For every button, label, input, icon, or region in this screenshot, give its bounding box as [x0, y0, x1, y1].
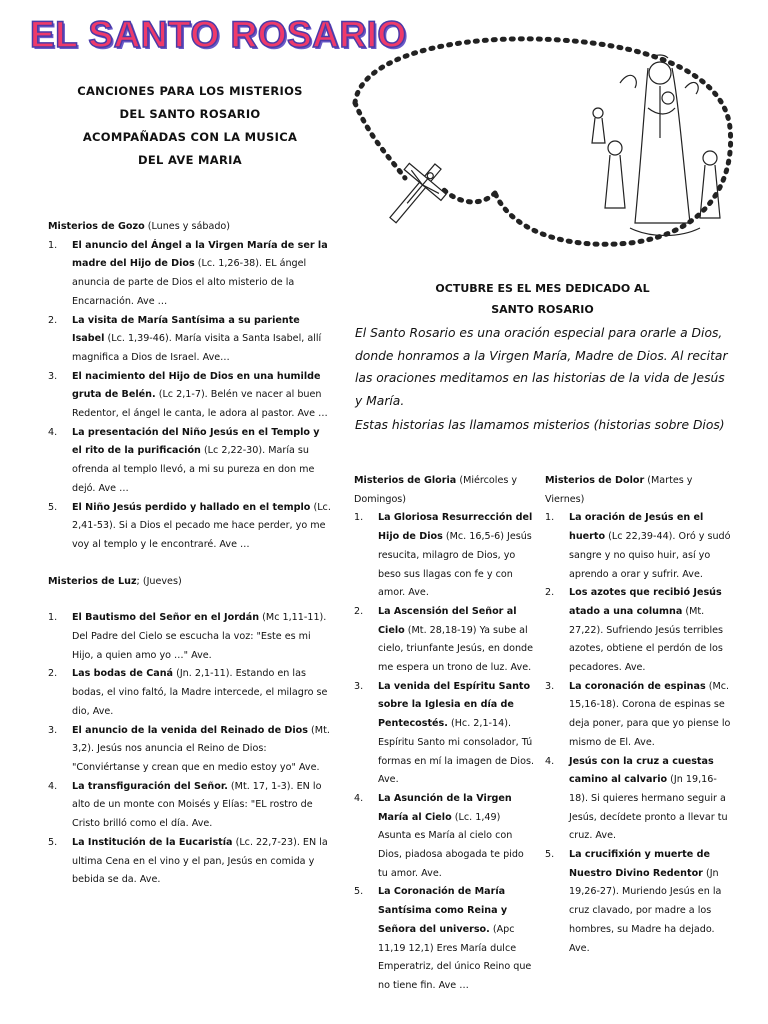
list-item: 4. La Asunción de la Virgen María al Cielo (Lc. 1,49) Asunta es María al cielo con Dios, piadosa abogada te pido tu amor. Ave.	[354, 792, 524, 879]
list-item: 1. El anuncio del Ángel a la Virgen María de ser la madre del Hijo de Dios (Lc. 1,26-38). EL ángel anuncia de parte de Dios el alto misterio de la Encarnación. Ave …	[48, 239, 328, 307]
list-item: 3. El anuncio de la venida del Reinado de Dios (Mt. 3,2). Jesús nos anuncia el Reino de Dios: "Conviértanse y crean que en medio estoy yo" Ave.	[48, 724, 330, 773]
gloria-list	[354, 509, 534, 995]
intro-paragraph: El Santo Rosario es una oración especial para orarle a Dios, donde honramos a la Virgen María, Madre de Dios. Al recitar las oraciones meditamos en las historias de la vida de Jesús y María.	[355, 326, 728, 408]
rosary-beads-icon	[355, 39, 731, 244]
dolor-list	[545, 509, 733, 958]
intro-paragraph: Estas historias las llamamos misterios (historias sobre Dios)	[355, 418, 725, 432]
subtitle-line: DEL AVE MARIA	[138, 153, 242, 167]
section-heading-gozo	[48, 218, 331, 237]
list-item: 5. La Coronación de María Santísima como Reina y Señora del universo. (Apc 11,19 12,1) Eres María dulce Emperatriz, del único Reino que no tiene fin. Ave …	[354, 886, 532, 991]
list-item: 2. Los azotes que recibió Jesús atado a una columna (Mt. 27,22). Sufriendo Jesús terribles azotes, obtiene el perdón de los pecadores. Ave.	[545, 587, 724, 674]
list-item: 2. Las bodas de Caná (Jn. 2,1-11). Estando en las bodas, el vino faltó, la Madre intercede, el milagro se dio, Ave.	[48, 668, 328, 717]
section-name: Misterios de Gloria	[354, 475, 457, 486]
october-heading: SANTO ROSARIO	[491, 303, 594, 316]
list-item: 3. El nacimiento del Hijo de Dios en una humilde gruta de Belén. (Lc 2,1-7). Belén ve nacer al buen Redentor, el ángel le canta, le adora al pastor. Ave …	[48, 370, 328, 420]
list-item: 4. Jesús con la cruz a cuestas camino al calvario (Jn 19,16-18). Si quieres hermano seguir a Jesús, decídete pronto a llevar tu cruz. Ave.	[545, 755, 728, 842]
section-name: Misterios de Gozo	[48, 221, 145, 232]
section-days: (Lunes y sábado)	[147, 221, 231, 232]
page-title: EL SANTO ROSARIO	[30, 14, 407, 55]
list-item: 4. La presentación del Niño Jesús en el Templo y el rito de la purificación (Lc 2,22-30). María su ofrenda al templo llevó, a mi su pureza en don me dejó. Ave …	[48, 426, 320, 494]
rosary-virgin-illustration	[330, 28, 740, 268]
section-days: (Miércoles y Domingos)	[354, 475, 518, 505]
subtitle	[55, 80, 325, 172]
dolor-column	[545, 472, 733, 958]
virgin-mary-icon	[635, 55, 690, 223]
left-column	[48, 218, 331, 890]
subtitle-line: CANCIONES PARA LOS MISTERIOS	[77, 84, 303, 98]
luz-list	[48, 609, 331, 890]
list-item: 3. La coronación de espinas (Mc. 15,16-18). Corona de espinas se deja poner, para que yo piense lo mismo de El. Ave.	[545, 680, 731, 748]
list-item: 5. La crucifixión y muerte de Nuestro Divino Redentor (Jn 19,26-27). Muriendo Jesús en la cruz clavado, por madre a los hombres, su Madre ha dejado. Ave.	[545, 849, 722, 954]
list-item: 3. La venida del Espíritu Santo sobre la Iglesia en día de Pentecostés. (Hc. 2,1-14). Espíritu Santo mi consolador, Tú formas en mí la imagen de Dios. Ave.	[354, 680, 535, 786]
children-icon	[592, 108, 720, 218]
section-heading-dolor	[545, 472, 733, 509]
list-item: 5. El Niño Jesús perdido y hallado en el templo (Lc. 2,41-53). Si a Dios el pecado me hace perder, yo me voy al templo y le encontraré. Ave …	[48, 501, 331, 550]
gozo-list	[48, 237, 331, 555]
october-heading: OCTUBRE ES EL MES DEDICADO AL	[435, 282, 650, 295]
section-days: (Martes y Viernes)	[545, 475, 693, 505]
list-item: 1. La Gloriosa Resurrección del Hijo de Dios (Mc. 16,5-6) Jesús resucita, milagro de Dios, yo beso sus llagas con fe y con amor. Ave.	[354, 512, 533, 599]
list-item: 4. La transfiguración del Señor. (Mt. 17, 1-3). EN lo alto de un monte con Moisés y Elías: "EL rostro de Cristo brilló como el día. Ave.	[48, 780, 322, 830]
section-name: Misterios de Dolor	[545, 475, 645, 486]
subtitle-line: DEL SANTO ROSARIO	[119, 107, 261, 121]
list-item: 1. La oración de Jesús en el huerto (Lc 22,39-44). Oró y sudó sangre y no quiso huir, así yo aprendo a orar y sufrir. Ave.	[545, 512, 731, 580]
section-name: Misterios de Luz	[48, 575, 137, 587]
list-item: 1. El Bautismo del Señor en el Jordán (Mc 1,11-11). Del Padre del Cielo se escucha la voz: "Este es mi Hijo, a quien amo yo …" Ave.	[48, 612, 327, 661]
gloria-column	[354, 472, 534, 996]
list-item: 5. La Institución de la Eucaristía (Lc. 22,7-23). EN la ultima Cena en el vino y el pan, Jesús en comida y bebida se da. Ave.	[48, 836, 328, 886]
section-heading-luz	[48, 573, 331, 592]
section-heading-gloria	[354, 472, 534, 509]
crucifix-icon	[375, 151, 457, 235]
subtitle-line: ACOMPAÑADAS CON LA MUSICA	[82, 130, 298, 144]
october-section	[355, 278, 730, 437]
section-days: ; (Jueves)	[136, 575, 182, 587]
list-item: 2. La visita de María Santísima a su pariente Isabel (Lc. 1,39-46). María visita a Santa Isabel, allí magnifica a Dios de Israel. Ave…	[48, 314, 322, 363]
list-item: 2. La Ascensión del Señor al Cielo (Mt. 28,18-19) Ya sube al cielo, triunfante Jesús, en donde me espera un trono de luz. Ave.	[354, 605, 534, 674]
